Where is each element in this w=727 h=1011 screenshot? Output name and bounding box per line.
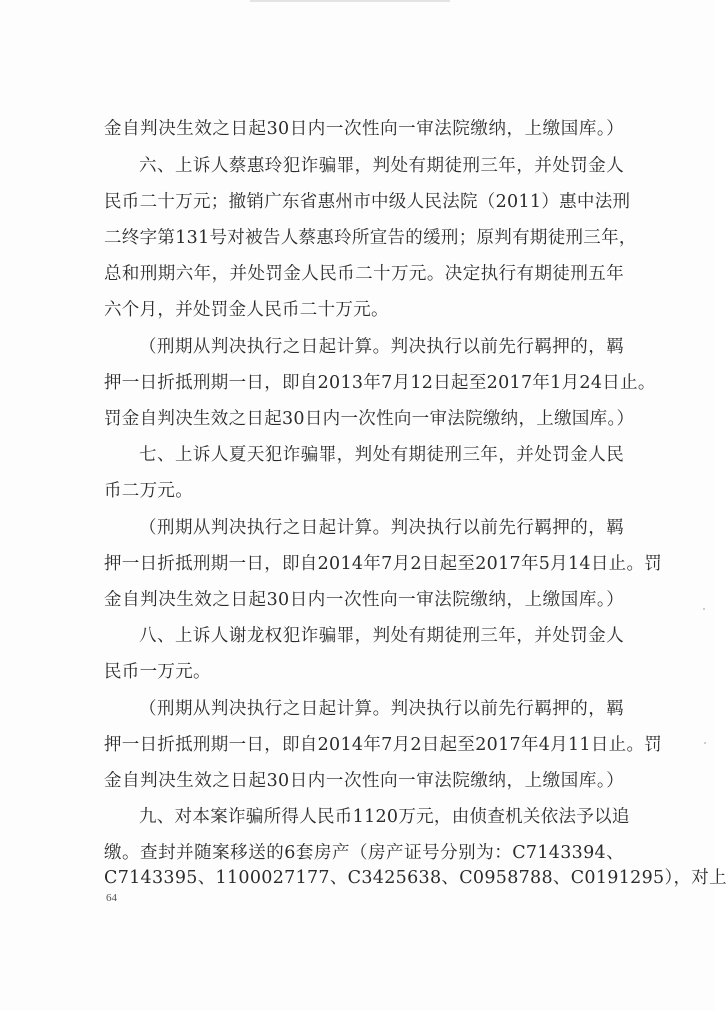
page-number: 64: [106, 892, 117, 904]
scan-speck: [703, 608, 705, 610]
text-line: 罚金自判决生效之日起30日内一次性向一审法院缴纳，上缴国库。）: [104, 409, 635, 429]
text-line: 押一日折抵刑期一日，即自2014年7月2日起至2017年4月11日止。罚: [104, 735, 663, 755]
text-line: 六、上诉人蔡惠玲犯诈骗罪，判处有期徒刑三年，并处罚金人: [139, 156, 624, 176]
scan-speck: [704, 742, 706, 744]
text-line: （刑期从判决执行之日起计算。判决执行以前先行羁押的，羁: [139, 699, 624, 719]
text-line: 币二万元。: [104, 481, 193, 501]
text-line: 六个月，并处罚金人民币二十万元。: [104, 300, 389, 320]
text-line: 民币二十万元；撤销广东省惠州市中级人民法院（2011）惠中法刑: [104, 192, 631, 212]
text-line: 民币一万元。: [104, 662, 211, 682]
text-line: 金自判决生效之日起30日内一次性向一审法院缴纳，上缴国库。）: [104, 590, 624, 610]
text-line: C7143395、1100027177、C3425638、C0958788、C0191295），对上: [104, 868, 727, 888]
text-line: （刑期从判决执行之日起计算。判决执行以前先行羁押的，羁: [139, 518, 624, 538]
text-line: 缴。查封并随案移送的6套房产（房产证号分别为：C7143394、: [104, 843, 624, 863]
text-line: 总和刑期六年，并处罚金人民币二十万元。决定执行有期徒刑五年: [104, 264, 624, 284]
text-line: （刑期从判决执行之日起计算。判决执行以前先行羁押的，羁: [139, 337, 624, 357]
text-line: 押一日折抵刑期一日，即自2014年7月2日起至2017年5月14日止。罚: [104, 554, 663, 574]
text-line: 金自判决生效之日起30日内一次性向一审法院缴纳，上缴国库。）: [104, 771, 624, 791]
text-line: 八、上诉人谢龙权犯诈骗罪，判处有期徒刑三年，并处罚金人: [139, 626, 624, 646]
scan-edge: [250, 0, 450, 2]
text-line: 九、对本案诈骗所得人民币1120万元，由侦查机关依法予以追: [139, 807, 630, 827]
text-line: 金自判决生效之日起30日内一次性向一审法院缴纳，上缴国库。）: [104, 119, 624, 139]
text-line: 押一日折抵刑期一日，即自2013年7月12日起至2017年1月24日止。: [104, 373, 656, 393]
text-line: 二终字第131号对被告人蔡惠玲所宣告的缓刑；原判有期徒刑三年，: [104, 228, 637, 248]
text-line: 七、上诉人夏天犯诈骗罪，判处有期徒刑三年，并处罚金人民: [139, 445, 624, 465]
